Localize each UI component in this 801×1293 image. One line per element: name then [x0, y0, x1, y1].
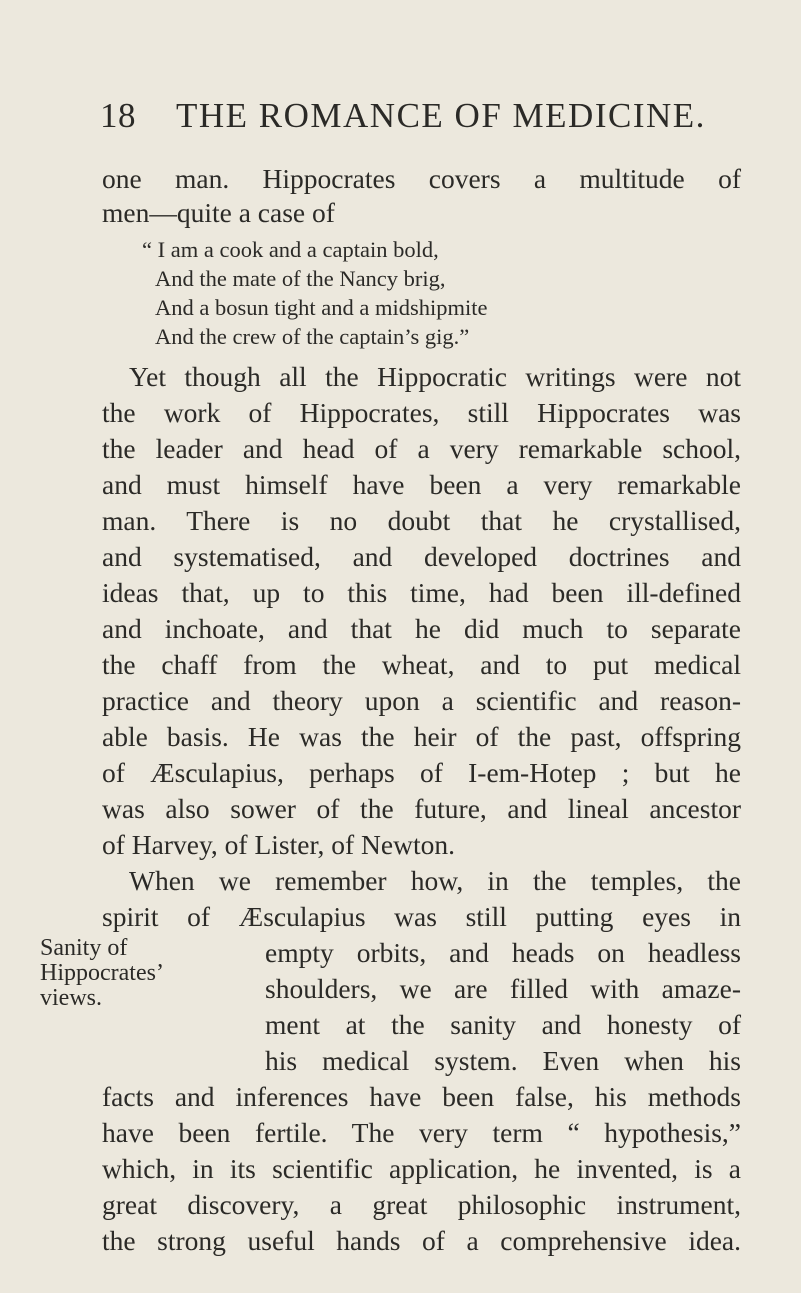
running-head: THE ROMANCE OF MEDICINE.: [176, 96, 706, 135]
paragraph-line: the chaff from the wheat, and to put medical: [102, 649, 741, 680]
margin-note-line: views.: [40, 985, 102, 1011]
paragraph-line: Yet though all the Hippocratic writings were not: [129, 361, 741, 392]
paragraph-line: able basis. He was the heir of the past, offspring: [102, 721, 741, 752]
verse-line: “ I am a cook and a captain bold,: [142, 237, 439, 262]
paragraph-line: and systematised, and developed doctrines and: [102, 541, 741, 572]
verse-line: And the crew of the captain’s gig.”: [155, 324, 470, 349]
page-header: [100, 96, 720, 140]
margin-note: [40, 936, 176, 1011]
paragraph-line: man. There is no doubt that he crystallised,: [102, 505, 741, 536]
verse-line: And a bosun tight and a midshipmite: [155, 295, 488, 320]
margin-note-line: Hippocrates’: [40, 960, 164, 986]
paragraph-line: spirit of Æsculapius was still putting eyes in: [102, 901, 741, 932]
paragraph-line: great discovery, a great philosophic instrument,: [102, 1189, 741, 1220]
paragraph-line: ideas that, up to this time, had been ill-defined: [102, 577, 741, 608]
margin-note-line: Sanity of: [40, 935, 128, 961]
paragraph-line: empty orbits, and heads on headless: [265, 937, 741, 968]
paragraph-line: the strong useful hands of a comprehensive idea.: [102, 1225, 741, 1256]
intro-line: one man. Hippocrates covers a multitude of: [102, 163, 741, 194]
paragraph-line: of Æsculapius, perhaps of I-em-Hotep ; but he: [102, 757, 741, 788]
paragraph-line: When we remember how, in the temples, the: [129, 865, 741, 896]
verse-line: And the mate of the Nancy brig,: [155, 266, 446, 291]
paragraph-line: which, in its scientific application, he invented, is a: [102, 1153, 741, 1184]
paragraph-line: the work of Hippocrates, still Hippocrates was: [102, 397, 741, 428]
paragraph-line: facts and inferences have been false, his methods: [102, 1081, 741, 1112]
paragraph-line: practice and theory upon a scientific and reason-: [102, 685, 741, 716]
page-number: 18: [100, 96, 136, 135]
paragraph-line: ment at the sanity and honesty of: [265, 1009, 741, 1040]
paragraph-line: and must himself have been a very remarkable: [102, 469, 741, 500]
paragraph-line: shoulders, we are filled with amaze-: [265, 973, 741, 1004]
paragraph-line: the leader and head of a very remarkable school,: [102, 433, 741, 464]
paragraph-line: have been fertile. The very term “ hypothesis,”: [102, 1117, 741, 1148]
paragraph-line: was also sower of the future, and lineal ancestor: [102, 793, 741, 824]
paragraph-line: his medical system. Even when his: [265, 1045, 741, 1076]
paragraph-line: and inchoate, and that he did much to separate: [102, 613, 741, 644]
intro-line: men—quite a case of: [102, 197, 335, 228]
paragraph-line: of Harvey, of Lister, of Newton.: [102, 829, 455, 860]
